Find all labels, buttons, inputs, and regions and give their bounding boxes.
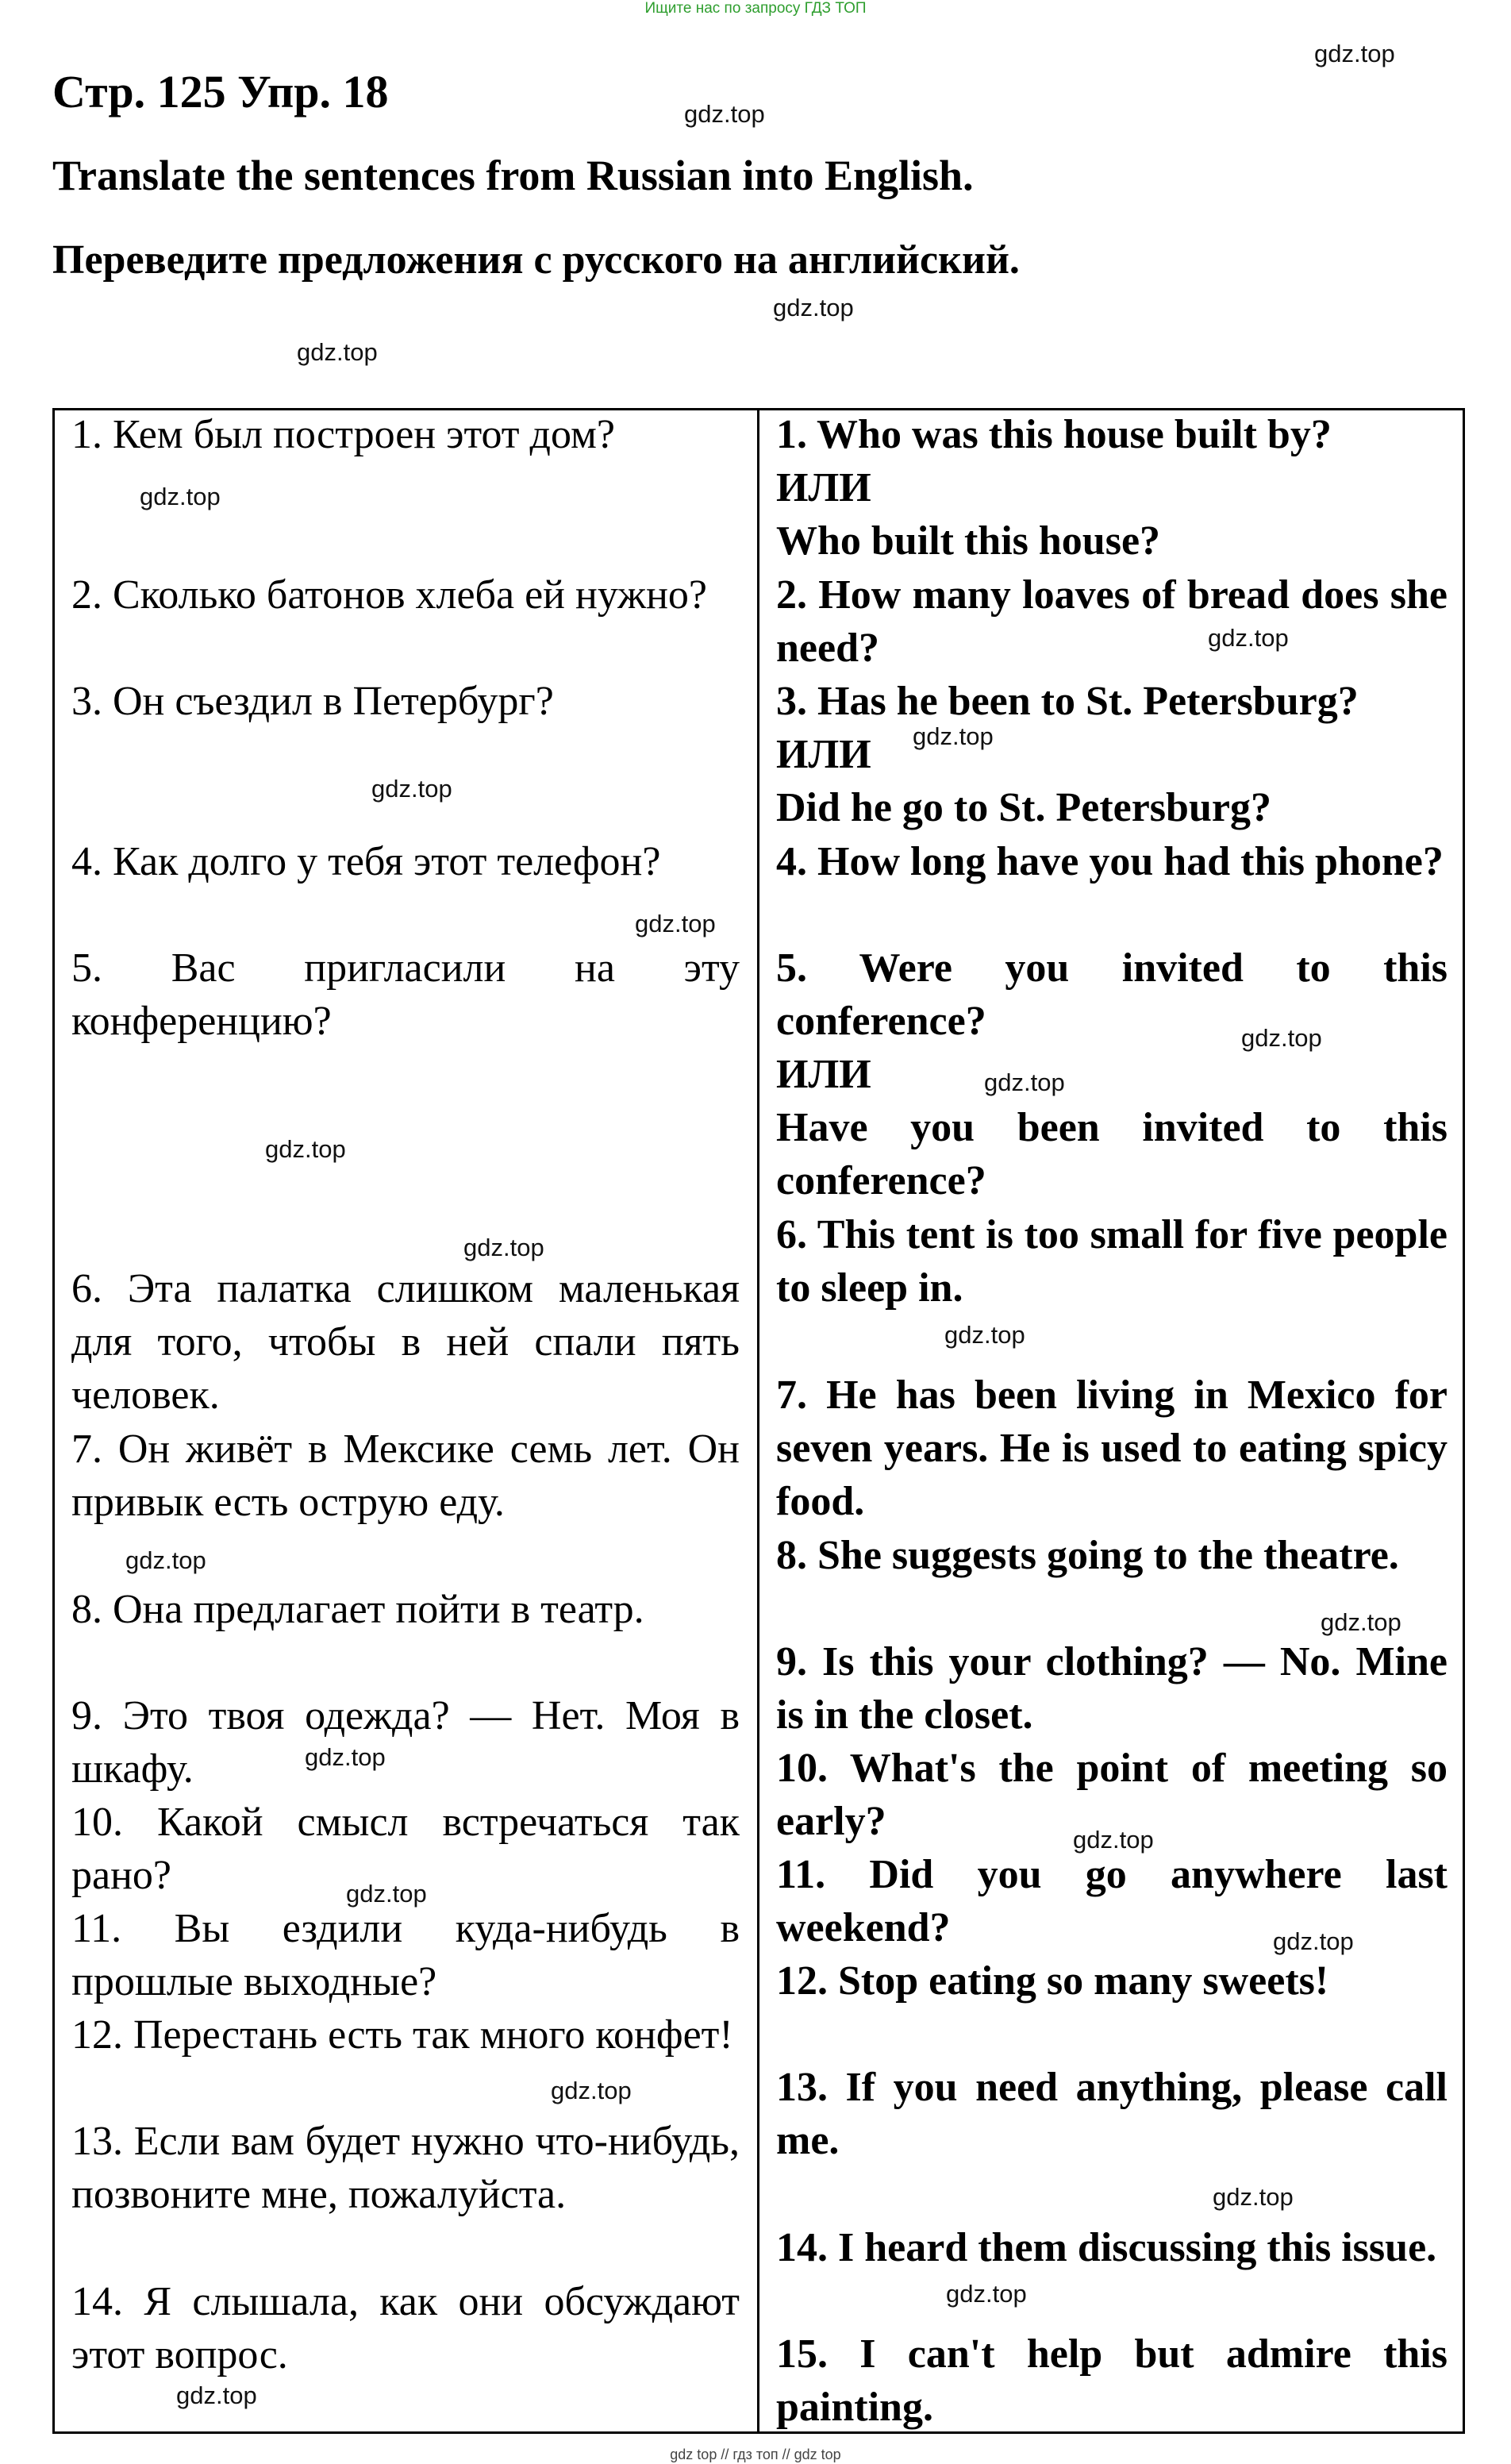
watermark: gdz.top — [463, 1234, 544, 1261]
translation-line: 6. This tent is too small for five people to sleep in. — [776, 1212, 1448, 1311]
translation-line: 13. If you need anything, please call me. — [776, 2065, 1448, 2163]
english-translation-14 — [776, 2221, 1448, 2274]
watermark: gdz.top — [176, 2381, 257, 2409]
russian-sentence-8: 8. Она предлагает пойти в театр. — [71, 1587, 644, 1632]
translation-line: 8. She suggests going to the theatre. — [776, 1533, 1399, 1578]
english-translation-3 — [776, 675, 1448, 834]
translation-line: 14. I heard them discussing this issue. — [776, 2225, 1437, 2270]
watermark: gdz.top — [297, 338, 378, 366]
watermark: gdz.top — [1073, 1826, 1154, 1854]
watermark: gdz.top — [773, 294, 854, 321]
russian-sentence-13: 13. Если вам будет нужно что-нибудь, позвоните мне, пожалуйста. — [71, 2119, 740, 2217]
watermark: gdz.top — [346, 1880, 427, 1908]
english-translation-2 — [776, 568, 1448, 675]
translation-line: 3. Has he been to St. Petersburg? — [776, 679, 1359, 724]
translation-line: 10. What's the point of meeting so early? — [776, 1746, 1448, 1844]
english-translation-13 — [776, 2061, 1448, 2167]
watermark: gdz.top — [1208, 624, 1289, 652]
translation-line: 1. Who was this house built by? — [776, 412, 1332, 457]
watermark: gdz.top — [1241, 1024, 1322, 1052]
english-translation-11 — [776, 1848, 1448, 1954]
russian-sentence-1: 1. Кем был построен этот дом? — [71, 412, 615, 457]
russian-sentence-7: 7. Он живёт в Мексике семь лет. Он привык есть острую еду. — [71, 1426, 740, 1525]
translation-line: Did he go to St. Petersburg? — [776, 785, 1271, 830]
instruction-english: Translate the sentences from Russian into English. — [52, 152, 974, 199]
or-label: ИЛИ — [776, 732, 871, 777]
or-label: ИЛИ — [776, 465, 871, 510]
english-translation-7 — [776, 1369, 1448, 1528]
russian-sentence-12: 12. Перестань есть так много конфет! — [71, 2012, 733, 2058]
translation-line: 11. Did you go anywhere last weekend? — [776, 1852, 1448, 1950]
column-divider — [757, 408, 759, 2434]
instruction-russian: Переведите предложения с русского на английский. — [52, 237, 1020, 283]
watermark: gdz.top — [125, 1546, 206, 1574]
translation-line: Have you been invited to this conference? — [776, 1105, 1448, 1203]
watermark: gdz.top — [1314, 40, 1395, 67]
watermark: gdz.top — [551, 2077, 632, 2104]
watermark: gdz.top — [140, 483, 221, 510]
watermark: gdz.top — [944, 1321, 1025, 1349]
english-translation-1 — [776, 408, 1448, 568]
translation-line: 7. He has been living in Mexico for seven years. He is used to eating spicy food. — [776, 1373, 1448, 1524]
translation-line: 9. Is this your clothing? — No. Mine is in the closet. — [776, 1639, 1448, 1738]
russian-sentence-6: 6. Эта палатка слишком маленькая для того, чтобы в ней спали пять человек. — [71, 1266, 740, 1418]
watermark: gdz.top — [1213, 2183, 1294, 2211]
translation-line: 15. I can't help but admire this painting. — [776, 2331, 1448, 2430]
russian-sentence-4: 4. Как долго у тебя этот телефон? — [71, 839, 661, 884]
russian-sentence-9: 9. Это твоя одежда? — Нет. Моя в шкафу. — [71, 1693, 740, 1792]
english-translation-15 — [776, 2327, 1448, 2434]
watermark: gdz.top — [684, 100, 765, 128]
english-translation-9 — [776, 1635, 1448, 1742]
english-translation-8 — [776, 1529, 1448, 1582]
translation-line: 5. Were you invited to this conference? — [776, 945, 1448, 1044]
english-translation-4 — [776, 835, 1448, 888]
watermark: gdz.top — [635, 910, 716, 937]
translation-line: 2. How many loaves of bread does she need? — [776, 572, 1448, 671]
page-reference: Стр. 125 Упр. 18 — [52, 66, 389, 117]
watermark: gdz.top — [913, 722, 994, 750]
english-translation-5 — [776, 941, 1448, 1207]
translation-line: Who built this house? — [776, 518, 1161, 564]
russian-sentence-11: 11. Вы ездили куда-нибудь в прошлые выходные? — [71, 1906, 740, 2004]
watermark: gdz.top — [305, 1743, 386, 1771]
english-translation-6 — [776, 1208, 1448, 1315]
watermark: gdz.top — [265, 1135, 346, 1163]
watermark: gdz.top — [1321, 1608, 1401, 1636]
translation-line: 12. Stop eating so many sweets! — [776, 1958, 1329, 2004]
english-translation-10 — [776, 1742, 1448, 1848]
watermark: gdz.top — [1273, 1927, 1354, 1955]
russian-sentence-3: 3. Он съездил в Петербург? — [71, 679, 554, 724]
russian-sentence-2: 2. Сколько батонов хлеба ей нужно? — [71, 572, 707, 618]
top-banner: Ищите нас по запросу ГДЗ ТОП — [644, 0, 867, 17]
watermark: gdz.top — [946, 2280, 1027, 2308]
english-translation-12 — [776, 1954, 1448, 2008]
or-label: ИЛИ — [776, 1052, 871, 1097]
russian-sentence-5: 5. Вас пригласили на эту конференцию? — [71, 945, 740, 1044]
bottom-banner: gdz top // гдз топ // gdz top — [670, 2447, 841, 2462]
translation-line: 4. How long have you had this phone? — [776, 839, 1444, 884]
watermark: gdz.top — [371, 775, 452, 803]
watermark: gdz.top — [984, 1068, 1065, 1096]
russian-sentence-14: 14. Я слышала, как они обсуждают этот вопрос. — [71, 2279, 740, 2377]
russian-sentence-10: 10. Какой смысл встречаться так рано? — [71, 1800, 740, 1898]
